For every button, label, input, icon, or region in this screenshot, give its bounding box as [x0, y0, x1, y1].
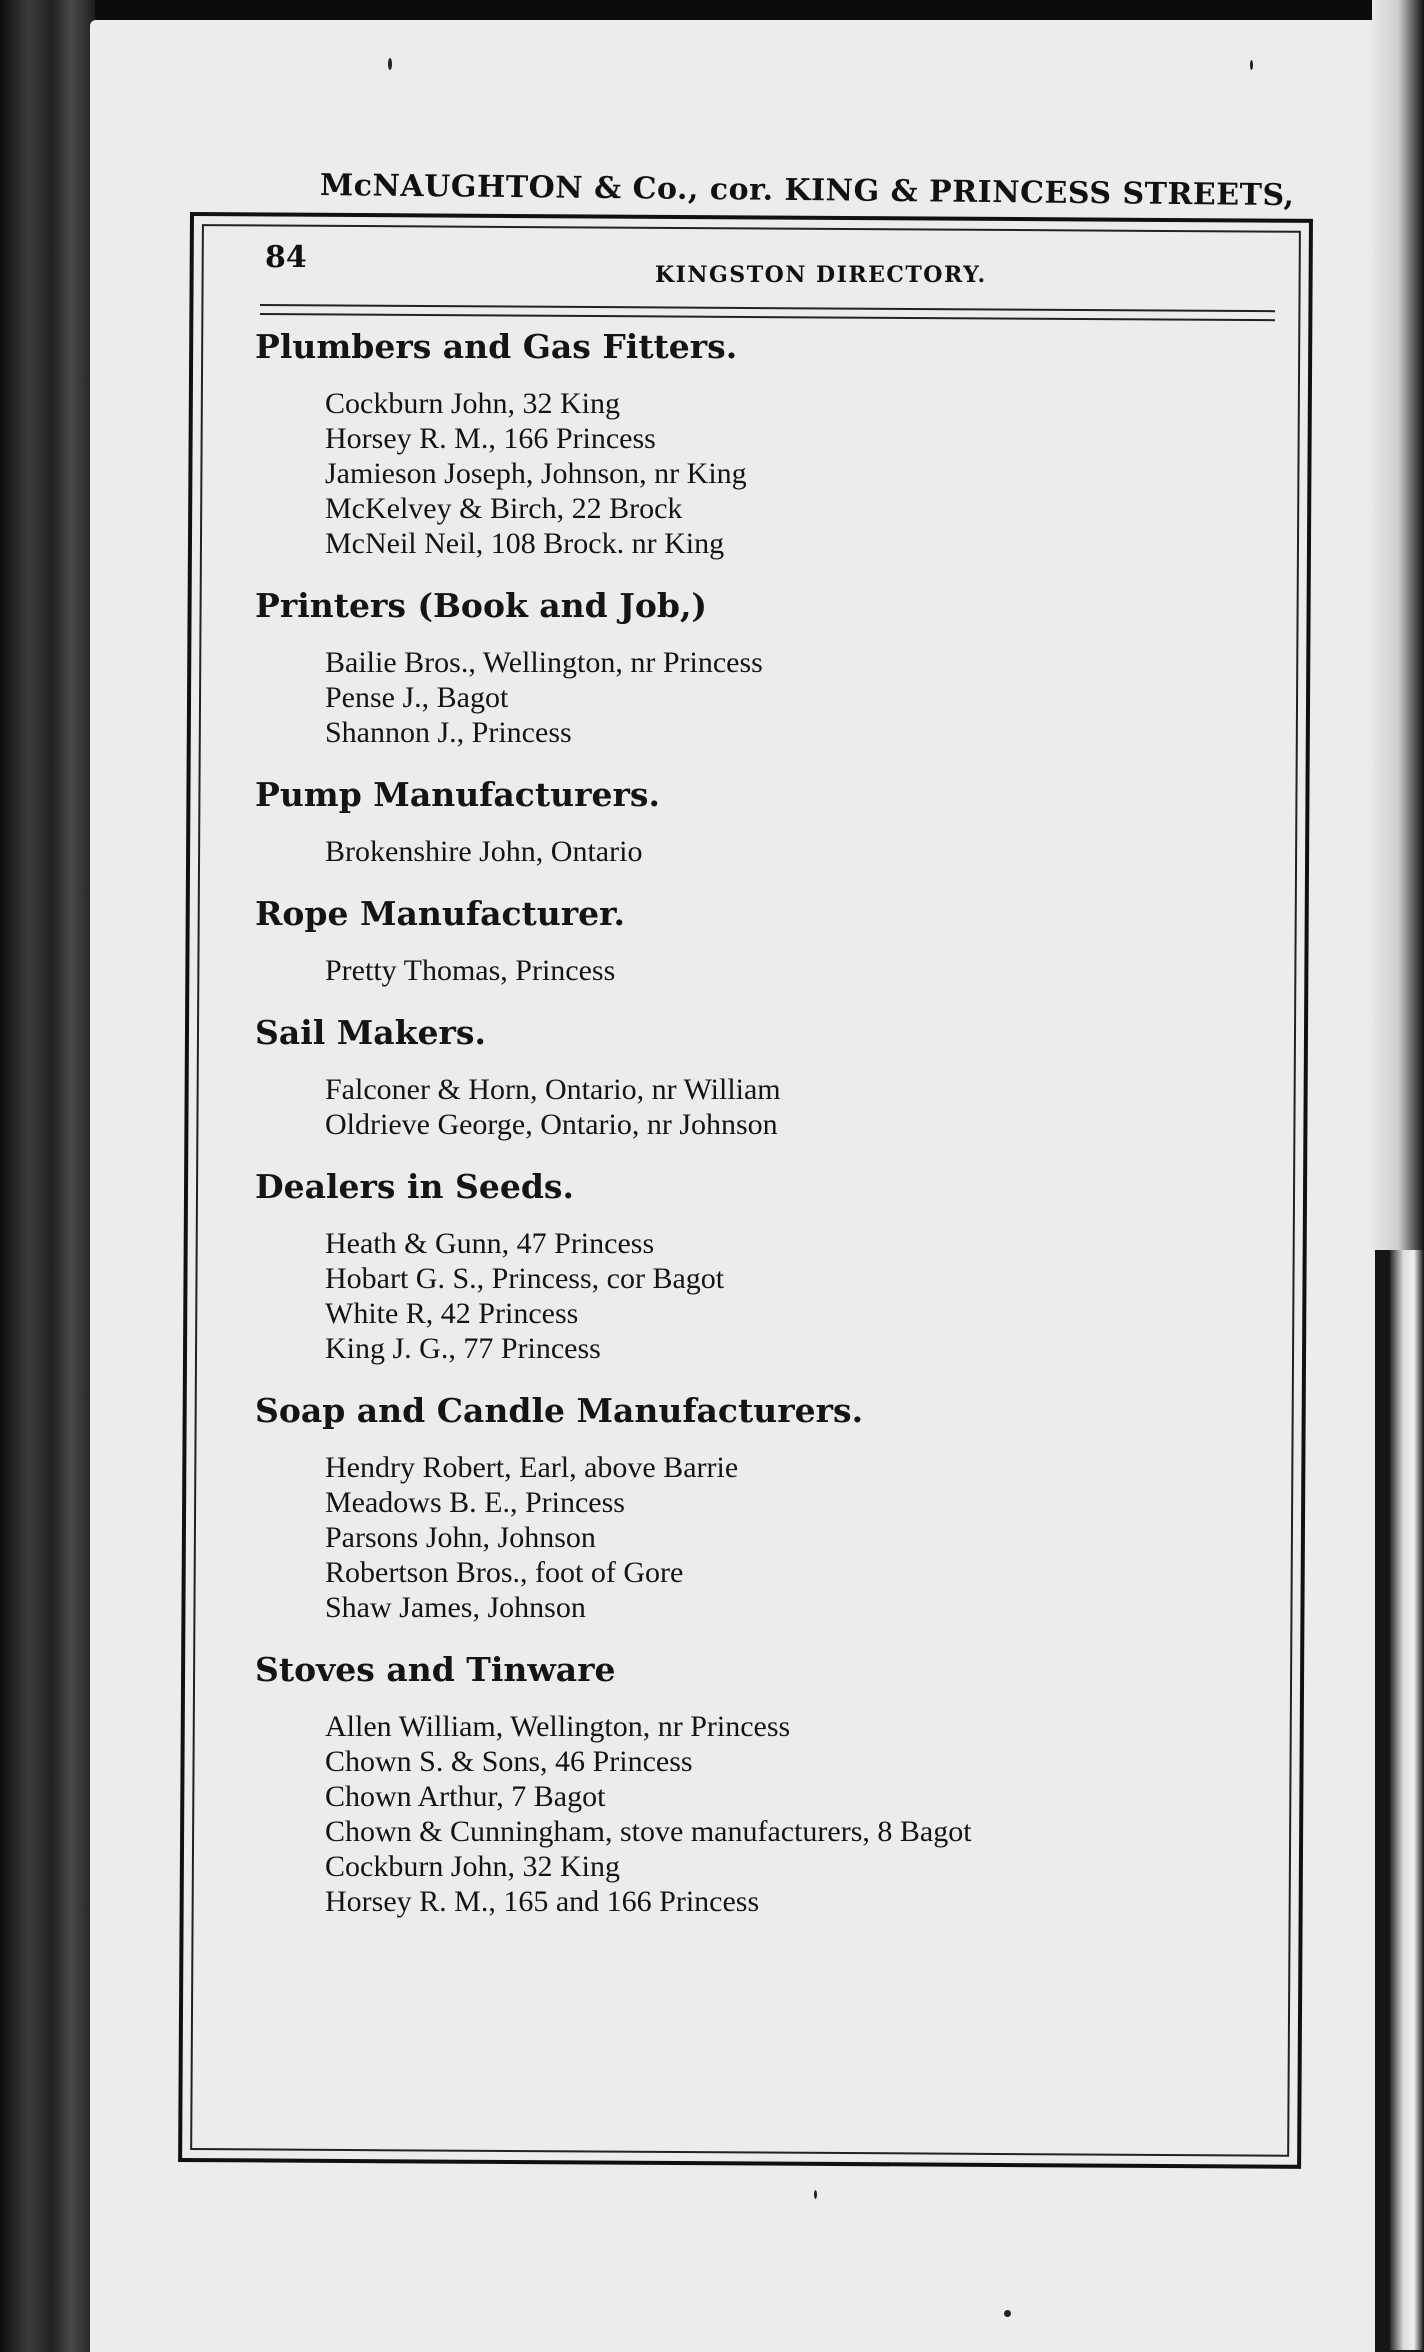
section-spacer: [255, 869, 1275, 889]
next-page-edge-lower: [1390, 1250, 1424, 2350]
section-heading: Stoves and Tinware: [255, 1650, 616, 1689]
directory-section: [255, 889, 1275, 1008]
directory-section: [255, 770, 1275, 889]
directory-entry: Chown S. & Sons, 46 Princess: [325, 1745, 693, 1778]
section-spacer: [255, 1919, 1275, 1939]
section-spacer: [255, 988, 1275, 1008]
directory-section: [255, 1386, 1275, 1645]
section-spacer: [255, 1625, 1275, 1645]
section-spacer: [255, 750, 1275, 770]
entry-list: [255, 953, 1275, 988]
book-spine: [0, 0, 95, 2352]
section-spacer: [255, 561, 1275, 581]
section-heading: Soap and Candle Manufacturers.: [255, 1391, 864, 1430]
directory-entry: Pense J., Bagot: [325, 681, 509, 714]
directory-entry: Pretty Thomas, Princess: [325, 954, 616, 987]
directory-entry: Horsey R. M., 166 Princess: [325, 422, 656, 455]
section-heading: Sail Makers.: [255, 1013, 486, 1052]
directory-entry: Hobart G. S., Princess, cor Bagot: [325, 1262, 725, 1295]
section-heading: Rope Manufacturer.: [255, 894, 626, 933]
directory-section: [255, 581, 1275, 770]
speck: [1250, 60, 1253, 70]
directory-entry: Horsey R. M., 165 and 166 Princess: [325, 1885, 760, 1918]
directory-entry: Allen William, Wellington, nr Princess: [325, 1710, 791, 1743]
directory-entry: Robertson Bros., foot of Gore: [325, 1556, 684, 1589]
section-heading: Plumbers and Gas Fitters.: [255, 327, 738, 366]
running-head: McNAUGHTON & Co., cor. KING & PRINCESS STREETS,: [319, 168, 1295, 214]
section-heading: Dealers in Seeds.: [255, 1167, 574, 1206]
directory-entry: Jamieson Joseph, Johnson, nr King: [325, 457, 747, 490]
directory-entry: Falconer & Horn, Ontario, nr William: [325, 1073, 781, 1106]
directory-entry: Meadows B. E., Princess: [325, 1486, 625, 1519]
directory-entry: Brokenshire John, Ontario: [325, 835, 643, 868]
directory-section: [255, 1645, 1275, 1939]
directory-entry: Hendry Robert, Earl, above Barrie: [325, 1451, 739, 1484]
directory-entry: Chown Arthur, 7 Bagot: [325, 1780, 606, 1813]
entry-list: [255, 1709, 1275, 1919]
section-heading: Printers (Book and Job,): [255, 586, 708, 625]
section-spacer: [255, 1366, 1275, 1386]
directory-entry: Shannon J., Princess: [325, 716, 572, 749]
section-heading: Pump Manufacturers.: [255, 775, 660, 814]
entry-list: [255, 645, 1275, 750]
next-page-edge: [1372, 0, 1424, 1250]
speck: [388, 58, 392, 70]
entry-list: [255, 834, 1275, 869]
directory-listing: [255, 322, 1275, 1939]
directory-entry: Oldrieve George, Ontario, nr Johnson: [325, 1108, 778, 1141]
directory-entry: Chown & Cunningham, stove manufacturers, 8 Bagot: [325, 1815, 972, 1848]
speck: [814, 2190, 817, 2199]
directory-entry: McKelvey & Birch, 22 Brock: [325, 492, 683, 525]
speck: [1004, 2310, 1011, 2317]
section-spacer: [255, 1142, 1275, 1162]
directory-entry: Cockburn John, 32 King: [325, 1850, 620, 1883]
entry-list: [255, 386, 1275, 561]
directory-entry: King J. G., 77 Princess: [325, 1332, 601, 1365]
entry-list: [255, 1072, 1275, 1142]
directory-entry: White R, 42 Princess: [325, 1297, 579, 1330]
directory-entry: Parsons John, Johnson: [325, 1521, 596, 1554]
page-number: 84: [265, 240, 307, 275]
directory-entry: Cockburn John, 32 King: [325, 387, 620, 420]
directory-entry: Heath & Gunn, 47 Princess: [325, 1227, 655, 1260]
entry-list: [255, 1450, 1275, 1625]
directory-entry: McNeil Neil, 108 Brock. nr King: [325, 527, 725, 560]
directory-title: KINGSTON DIRECTORY.: [655, 262, 987, 288]
directory-section: [255, 322, 1275, 581]
directory-section: [255, 1162, 1275, 1386]
directory-entry: Bailie Bros., Wellington, nr Princess: [325, 646, 763, 679]
entry-list: [255, 1226, 1275, 1366]
directory-section: [255, 1008, 1275, 1162]
directory-entry: Shaw James, Johnson: [325, 1591, 586, 1624]
